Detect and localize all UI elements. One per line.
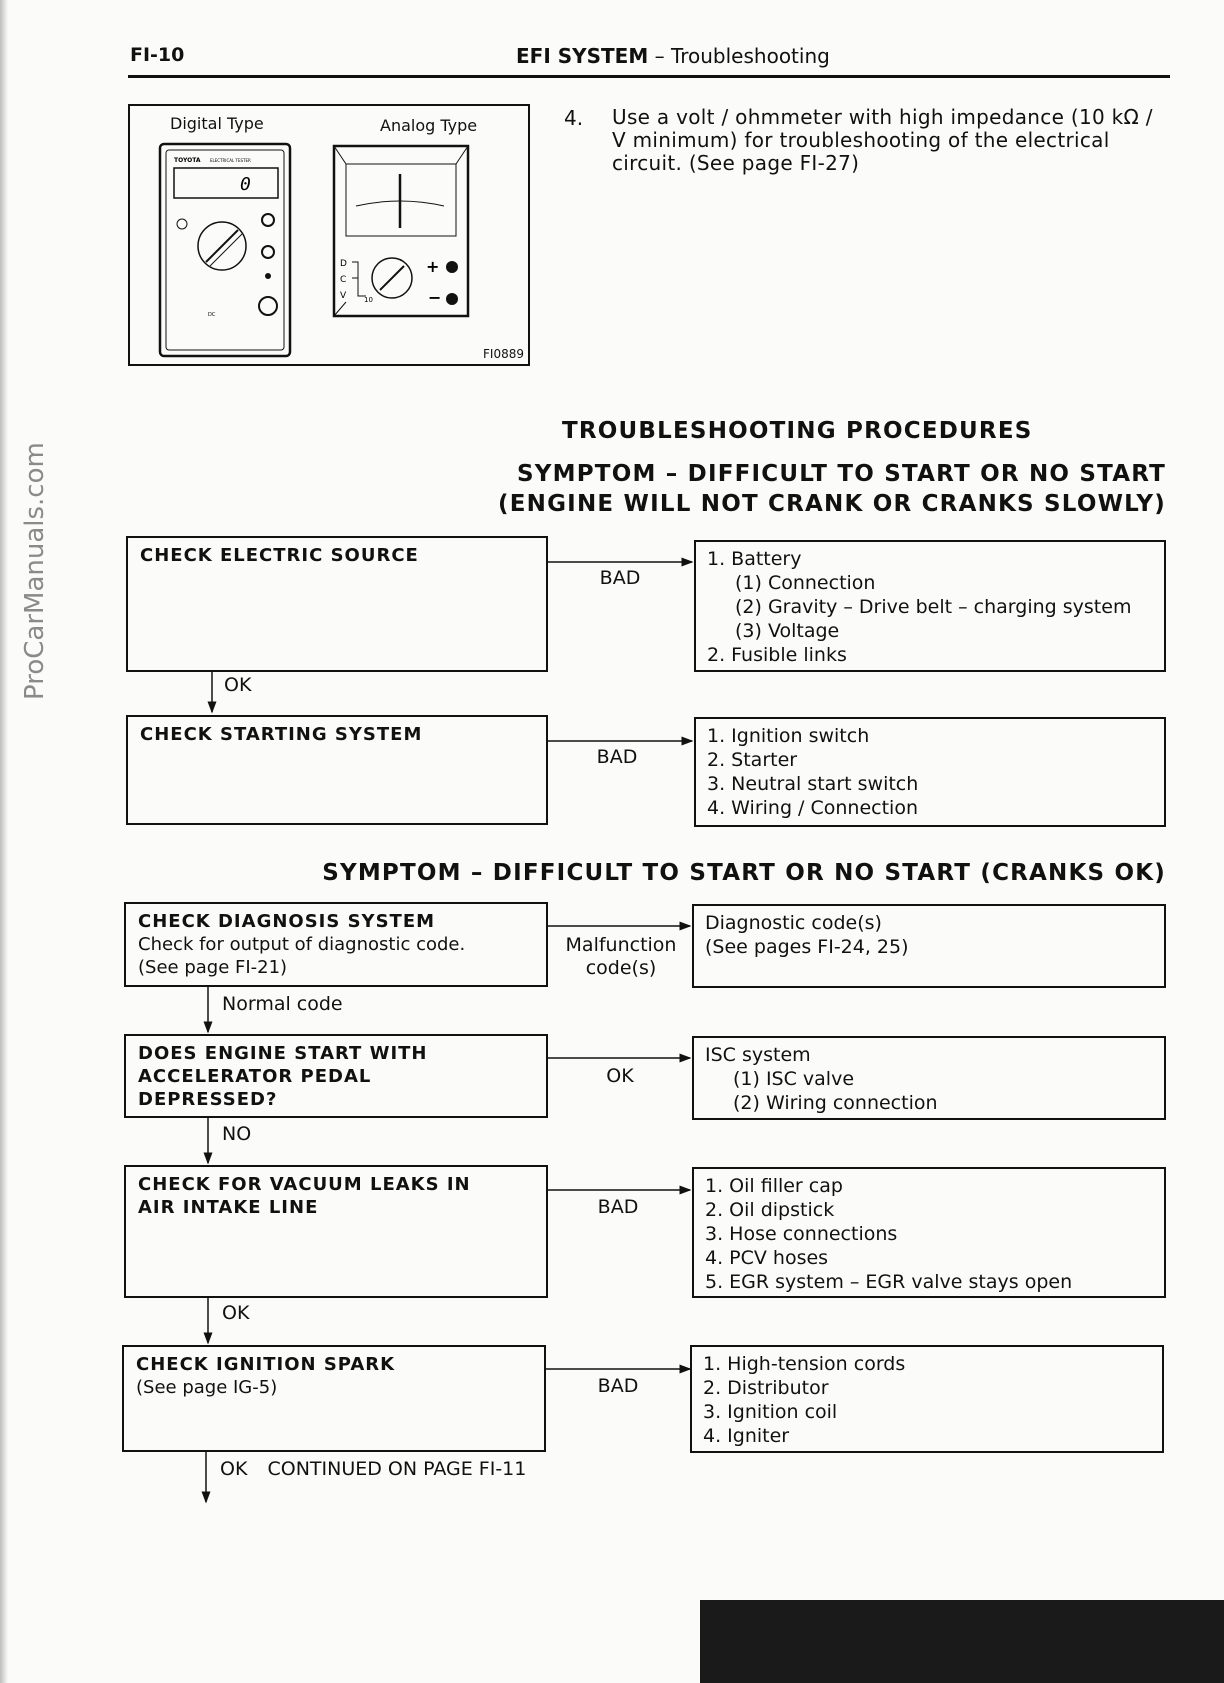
flow-label: OK (224, 674, 252, 696)
flow-label: OK (222, 1302, 250, 1324)
watermark: ProCarManuals.com (20, 442, 50, 700)
result-line: Diagnostic code(s) (705, 912, 882, 934)
item-number: 4. (564, 106, 584, 130)
result-box-isc (692, 1036, 1166, 1120)
meter-subtitle-text: ELECTRICAL TESTER (210, 158, 251, 163)
analog-type-label: Analog Type (380, 116, 478, 135)
result-box-diagnosis (692, 904, 1166, 988)
condition-label: OK (606, 1065, 634, 1087)
result-line: 1. Ignition switch (707, 725, 870, 747)
item-text: Use a volt / ohmmeter with high impedance (10 kΩ / V minimum) for troubleshooting of the electrical circuit. (See page FI-27) (612, 105, 1153, 175)
digital-type-label: Digital Type (170, 114, 264, 133)
analog-plus-text: + (426, 257, 440, 276)
check-heading: ACCELERATOR PEDAL (138, 1066, 372, 1087)
result-line: (1) Connection (735, 572, 876, 594)
procedures-title: TROUBLESHOOTING PROCEDURES (562, 418, 1033, 444)
analog-scale-d: D (340, 259, 347, 269)
check-heading: CHECK STARTING SYSTEM (140, 724, 423, 745)
analog-minus-text: − (428, 288, 442, 307)
check-heading: CHECK DIAGNOSIS SYSTEM (138, 911, 436, 932)
header-dash: – (654, 44, 671, 68)
result-line: (3) Voltage (735, 620, 840, 642)
analog-range-text: 10 (364, 296, 373, 304)
check-heading: DEPRESSED? (138, 1089, 278, 1110)
check-starting-system-box (126, 715, 548, 825)
continued-note: CONTINUED ON PAGE FI-11 (267, 1458, 527, 1480)
header-system: EFI SYSTEM (516, 44, 649, 68)
result-box-starting-system (694, 717, 1166, 827)
result-box-electric-source (694, 540, 1166, 672)
result-line: 2. Starter (707, 749, 798, 771)
symptom2-title: SYMPTOM – DIFFICULT TO START OR NO START (CRANKS OK) (322, 860, 1166, 886)
result-line: 3. Neutral start switch (707, 773, 919, 795)
result-box-ignition (690, 1345, 1164, 1453)
check-subline: (See page FI-21) (138, 957, 288, 978)
meter-brand-text: TOYOTA (174, 157, 201, 164)
meter-dc-text: DC (208, 312, 216, 318)
check-heading: CHECK FOR VACUUM LEAKS IN (138, 1174, 471, 1195)
check-heading: CHECK IGNITION SPARK (136, 1354, 396, 1375)
result-line: 5. EGR system – EGR valve stays open (705, 1271, 1073, 1293)
result-line: ISC system (705, 1044, 811, 1066)
analog-scale-c: C (340, 275, 347, 285)
figure-code: FI0889 (483, 347, 524, 361)
result-line: 2. Oil dipstick (705, 1199, 835, 1221)
result-line: (See pages FI-24, 25) (705, 936, 909, 958)
result-line: (2) Wiring connection (733, 1092, 938, 1114)
engine-start-question-box (124, 1034, 548, 1118)
check-heading: CHECK ELECTRIC SOURCE (140, 545, 419, 566)
result-box-vacuum (692, 1167, 1166, 1298)
page-id: FI-10 (130, 44, 185, 66)
result-line: 2. Distributor (703, 1377, 829, 1399)
symptom1-title-line2: (ENGINE WILL NOT CRANK OR CRANKS SLOWLY) (498, 491, 1166, 517)
condition-label: BAD (599, 567, 641, 589)
check-subline: (See page IG-5) (136, 1377, 278, 1398)
flow-label: Normal code (222, 993, 343, 1015)
result-line: 3. Hose connections (705, 1223, 898, 1245)
condition-line: code(s) (585, 957, 657, 979)
condition-label: BAD (597, 1375, 639, 1397)
result-line: (1) ISC valve (733, 1068, 855, 1090)
check-diagnosis-system-box (124, 902, 548, 987)
symptom1-title-line1: SYMPTOM – DIFFICULT TO START OR NO START (517, 461, 1166, 487)
condition-label (556, 934, 686, 980)
result-line: 2. Fusible links (707, 644, 847, 666)
check-vacuum-leaks-box (124, 1165, 548, 1298)
check-heading: AIR INTAKE LINE (138, 1197, 319, 1218)
analog-scale-v: V (340, 291, 347, 301)
flow-label: OK (220, 1458, 248, 1480)
meter-reading-text: 0 (240, 174, 251, 195)
condition-label: BAD (596, 746, 638, 768)
check-heading: DOES ENGINE START WITH (138, 1043, 428, 1064)
result-line: (2) Gravity – Drive belt – charging system (735, 596, 1132, 618)
condition-line: Malfunction (565, 934, 677, 956)
header-section: Troubleshooting (670, 44, 830, 68)
flow-label: NO (222, 1123, 252, 1145)
continued-line (220, 1458, 526, 1480)
check-electric-source-box (126, 536, 548, 672)
result-line: 4. PCV hoses (705, 1247, 829, 1269)
result-line: 1. Oil filler cap (705, 1175, 843, 1197)
result-line: 4. Igniter (703, 1425, 790, 1447)
scan-artifact (700, 1600, 1224, 1683)
check-subline: Check for output of diagnostic code. (138, 934, 466, 955)
check-ignition-spark-box (122, 1345, 546, 1452)
condition-label: BAD (597, 1196, 639, 1218)
result-line: 1. Battery (707, 548, 802, 570)
result-line: 4. Wiring / Connection (707, 797, 918, 819)
result-line: 1. High-tension cords (703, 1353, 906, 1375)
result-line: 3. Ignition coil (703, 1401, 838, 1423)
